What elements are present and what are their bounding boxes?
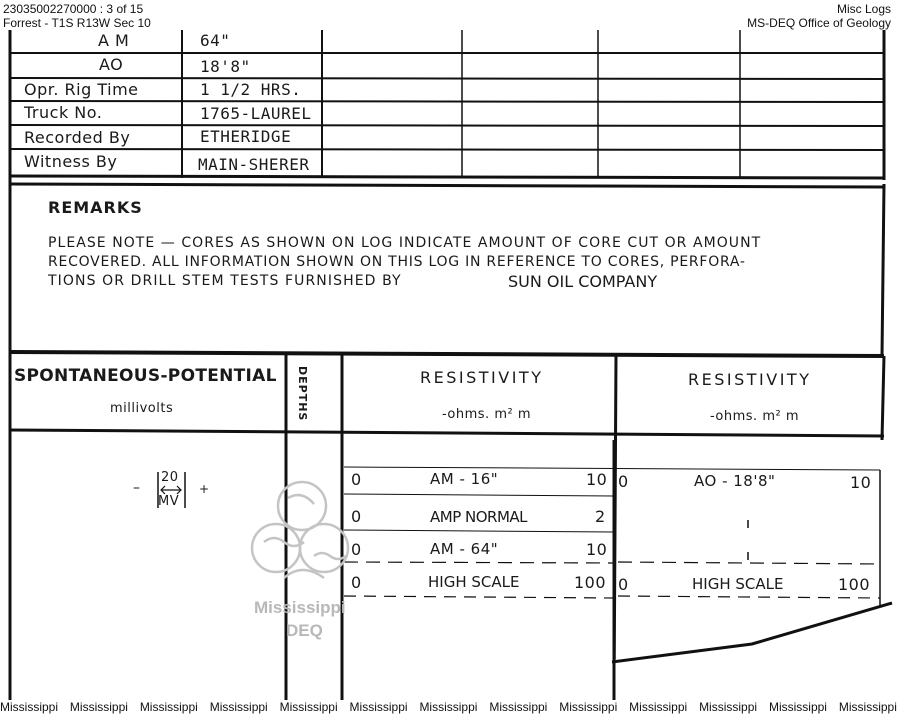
truck-no-value: 1765-LAUREL	[200, 104, 312, 123]
remarks-title: REMARKS	[48, 198, 143, 217]
res1-scale-2-right: 2	[595, 507, 606, 526]
res1-scale-3-right: 10	[586, 540, 608, 559]
truck-no-label: Truck No.	[24, 103, 103, 122]
res1-scale-4-name: HIGH SCALE	[428, 573, 520, 591]
footer-word: Mississippi	[349, 700, 408, 714]
footer-watermark-strip	[0, 700, 897, 715]
footer-word: Mississippi	[0, 700, 59, 714]
sp-scale-value: 20	[161, 470, 179, 485]
res1-scale-4-right: 100	[574, 573, 607, 592]
res2-scale-1-name: AO - 18'8"	[694, 472, 776, 490]
footer-word: Mississippi	[69, 700, 128, 714]
office-header: MS-DEQ Office of Geology	[747, 16, 891, 30]
recorded-by-value: ETHERIDGE	[200, 127, 292, 146]
witness-by-label: Witness By	[24, 152, 118, 171]
remarks-line-1: PLEASE NOTE — CORES AS SHOWN ON LOG INDICATE AMOUNT OF CORE CUT OR AMOUNT	[48, 235, 762, 251]
resistivity-1-title: RESISTIVITY	[420, 368, 544, 387]
res1-scale-2-left: 0	[351, 507, 362, 526]
remarks-line-3: TIONS OR DRILL STEM TESTS FURNISHED BY	[48, 273, 402, 289]
footer-word: Mississippi	[559, 700, 618, 714]
sp-scale-minus: –	[133, 480, 141, 496]
res2-scale-2-left: 0	[618, 575, 629, 594]
sp-track-title: SPONTANEOUS-POTENTIAL	[14, 366, 277, 386]
res1-scale-1-left: 0	[351, 470, 362, 489]
footer-word: Mississippi	[768, 700, 827, 714]
resistivity-1-unit: -ohms. m² m	[442, 407, 531, 422]
footer-word: Mississippi	[279, 700, 338, 714]
footer-word: Mississippi	[699, 700, 758, 714]
remarks-line-2: RECOVERED. ALL INFORMATION SHOWN ON THIS LOG IN REFERENCE TO CORES, PERFORA-	[48, 254, 746, 270]
res1-scale-1-name: AM - 16"	[430, 470, 499, 488]
res2-scale-1-right: 10	[850, 473, 872, 492]
ao-value: 18'8"	[200, 57, 251, 76]
resistivity-2-unit: -ohms. m² m	[710, 409, 799, 424]
am-value: 64"	[200, 31, 231, 50]
res2-scale-1-left: 0	[618, 472, 629, 491]
witness-by-value: MAIN-SHERER	[198, 155, 310, 174]
footer-word: Mississippi	[209, 700, 268, 714]
footer-word: Mississippi	[139, 700, 198, 714]
footer-word: Mississippi	[489, 700, 548, 714]
footer-word: Mississippi	[838, 700, 897, 714]
location-header: Forrest - T1S R13W Sec 10	[3, 16, 151, 30]
watermark-text-line-2: DEQ	[286, 621, 323, 640]
res2-scale-2-right: 100	[838, 575, 871, 594]
depths-track-title: DEPTHS	[296, 366, 309, 422]
am-label: A M	[98, 31, 130, 50]
res1-scale-3-left: 0	[351, 540, 362, 559]
resistivity-2-title: RESISTIVITY	[688, 370, 812, 389]
ao-label: AO	[99, 55, 124, 74]
res1-scale-3-name: AM - 64"	[430, 540, 499, 558]
log-type-header: Misc Logs	[836, 2, 891, 16]
res2-scale-2-name: HIGH SCALE	[692, 575, 784, 593]
rig-time-value: 1 1/2 HRS.	[200, 80, 302, 99]
sp-scale-plus: +	[199, 482, 210, 496]
footer-word: Mississippi	[419, 700, 478, 714]
footer-word: Mississippi	[629, 700, 688, 714]
res1-scale-1-right: 10	[586, 470, 608, 489]
res1-scale-2-name: AMP NORMAL	[430, 508, 528, 526]
sp-scale-unit: MV	[158, 494, 180, 509]
remarks-company: SUN OIL COMPANY	[508, 272, 658, 291]
sp-track-unit: millivolts	[110, 401, 174, 416]
recorded-by-label: Recorded By	[24, 128, 131, 147]
watermark-text-line-1: Mississippi	[254, 598, 346, 617]
log-id-header: 23035002270000 : 3 of 15	[3, 2, 144, 16]
res1-scale-4-left: 0	[351, 573, 362, 592]
rig-time-label: Opr. Rig Time	[24, 80, 139, 99]
